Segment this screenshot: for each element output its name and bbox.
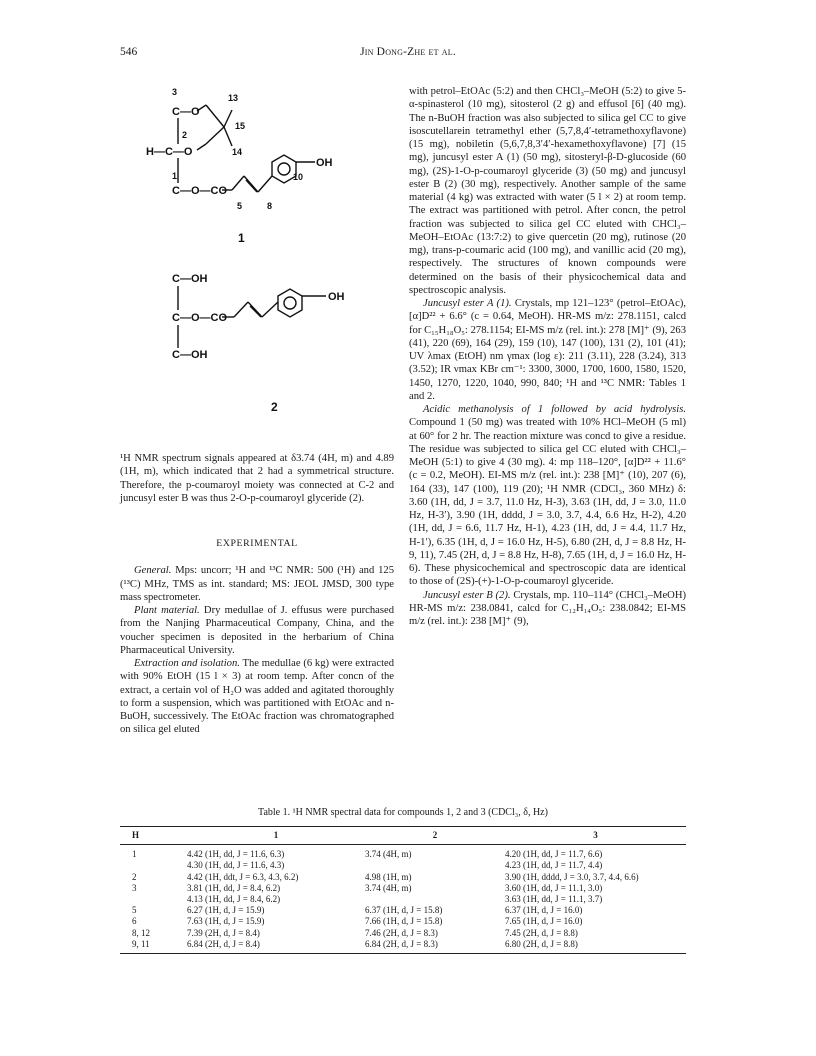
left-column bbox=[120, 452, 394, 737]
running-head: Jin Dong-Zhe et al. bbox=[360, 46, 456, 58]
section-heading-experimental: EXPERIMENTAL bbox=[216, 538, 298, 549]
table-row bbox=[120, 845, 686, 861]
table-cell: 3.63 (1H, dd, J = 11.1, 3.7) bbox=[505, 894, 603, 905]
paragraph-methanolysis bbox=[409, 403, 686, 589]
table-cell: 7.63 (1H, d, J = 15.9) bbox=[187, 916, 265, 927]
structure-compound-1 bbox=[120, 82, 400, 297]
table-row bbox=[120, 883, 686, 894]
table-cell: 6.84 (2H, d, J = 8.3) bbox=[365, 939, 505, 954]
structure-compound-2 bbox=[120, 272, 400, 422]
table-cell: 3.74 (4H, m) bbox=[365, 882, 412, 893]
paragraph-juncusyl-ester-b bbox=[409, 589, 686, 629]
paragraph-body: Crystals, mp 121–123° (petrol–EtOAc), [α]D²² + 6.6° (c = 0.64, MeOH). HR-MS m/z: 278.1151, calcd for C₁₅H₁₈O₅: 278.1154; EI-MS m/z (rel. int.): 278 [M]⁺ (9), 263 (41), 220 (69), 164 (29), 159 (10), 147 (100), 131 (2), 101 (41); UV λmax (EtOH) nm γmax (log ε): 211 (3.11), 228 (3.24), 313 (3.52); IR νmax KBr cm⁻¹: 3300, 3000, 1700, 1600, 1580, 1520, 1450, 1270, 1220, 1040, 990, 840; ¹H and ¹³C NMR: Tables 1 and 2. bbox=[409, 298, 686, 402]
table-cell: 6.80 (2H, d, J = 8.8) bbox=[505, 939, 686, 954]
compound-label-1: 1 bbox=[238, 231, 245, 245]
right-column bbox=[409, 85, 686, 628]
paragraph-juncusyl-ester-a bbox=[409, 297, 686, 403]
table-cell: 3.74 (4H, m) bbox=[365, 849, 412, 860]
atom-label-14: 14 bbox=[232, 147, 243, 157]
paragraph-general bbox=[120, 564, 394, 604]
atom-label-1: 1 bbox=[172, 171, 178, 181]
row-top: C—OH bbox=[172, 273, 208, 285]
paragraph-plant-material bbox=[120, 604, 394, 657]
table-cell: 4.98 (1H, m) bbox=[365, 871, 412, 882]
paragraph-lead: Juncusyl ester B (2). bbox=[423, 589, 511, 601]
table-cell bbox=[365, 894, 505, 905]
paragraph-extraction bbox=[120, 657, 394, 737]
table-cell: 7.65 (1H, d, J = 16.0) bbox=[505, 916, 583, 927]
table-cell: 4.42 (1H, dd, J = 11.6, 6.3) bbox=[187, 849, 285, 860]
column-header: 3 bbox=[505, 827, 686, 845]
paragraph-lead: Juncusyl ester A (1). bbox=[423, 298, 512, 309]
table-cell: 3.81 (1H, dd, J = 8.4, 6.2) bbox=[187, 882, 281, 893]
paragraph-body: The medullae (6 kg) were extracted with 90% EtOH (15 l × 3) at room temp. After concn of the extract, a certain vol of H₂O was added and agitated thoroughly to form a suspension, which was partitioned with EtOAc and n-BuOH, successively. The EtOAc fraction was chromatographed on silica gel eluted bbox=[120, 658, 395, 736]
table-cell: 4.30 (1H, dd, J = 11.6, 4.3) bbox=[187, 860, 285, 871]
table-cell: 4.13 (1H, dd, J = 8.4, 6.2) bbox=[187, 894, 281, 905]
paragraph-lead: General. bbox=[134, 565, 172, 577]
table-cell: 6 bbox=[132, 916, 137, 927]
page-number: 546 bbox=[120, 46, 138, 58]
table-cell: 6.37 (1H, d, J = 15.8) bbox=[365, 905, 443, 916]
table-cell: 6.84 (2H, d, J = 8.4) bbox=[187, 939, 365, 954]
table-cell: 5 bbox=[132, 905, 137, 916]
atom-label-13: 13 bbox=[228, 93, 239, 103]
paragraph-body: Compound 1 (50 mg) was treated with 10% HCl–MeOH (5 ml) at 60° for 2 hr. The reaction mixture was concd to give a residue. The residue was subjected to silica gel CC eluted with CHCl₃–MeOH (5:1) to give 4 (30 mg). 4: mp 118–120°, [α]D²² + 11.6° (c = 0.2, MeOH). EI-MS m/z (rel. int.): 238 [M]⁺ (10), 207 (6), 164 (33), 147 (100), 119 (20); ¹H NMR (CDCl₃, 360 MHz) δ: 3.60 (1H, dd, J = 3.7, 11.0 Hz, H-3), 3.63 (1H, dd, J = 3.0, 11.0 Hz, H-3′), 3.90 (1H, dddd, J = 3.0, 3.7, 4.4, 6.6 Hz, H-2), 4.20 (1H, dd, J = 6.6, 11.7 Hz, H-1), 4.23 (1H, dd, J = 4.4, 11.7 Hz, H-1′), 6.35 (1H, d, J = 16.0 Hz, H-5), 6.80 (2H, d, J = 8.8 Hz, H-9, 11), 7.45 (2H, d, J = 8.8 Hz, H-8), 7.65 (1H, d, J = 16.0 Hz, H-6). These physicochemical and spectroscopic data are identical to those of (2S)-(+)-1-O-p-coumaroyl glyceride. bbox=[409, 417, 686, 588]
table-cell: 3.60 (1H, dd, J = 11.1, 3.0) bbox=[505, 882, 603, 893]
row-c2: H—C—O bbox=[146, 146, 193, 158]
table-cell: 1 bbox=[132, 849, 137, 860]
row-bottom: C—OH bbox=[172, 349, 208, 361]
table-cell: 7.66 (1H, d, J = 15.8) bbox=[365, 916, 443, 927]
column-header: H bbox=[120, 827, 187, 845]
table-cell: 7.45 (2H, d, J = 8.8) bbox=[505, 927, 578, 938]
paragraph-body: Crystals, mp. 110–114° (CHCl₃–MeOH) HR-MS m/z: 238.0841, calcd for C₁₂H₁₄O₅: 238.0842; EI-MS m/z (rel. int.): 238 [M]⁺ (9), bbox=[409, 589, 687, 627]
row-c1: C—O—CO bbox=[172, 185, 227, 197]
table-cell: 3.90 (1H, dddd, J = 3.0, 3.7, 4.4, 6.6) bbox=[505, 871, 639, 882]
paragraph-body: Mps: uncorr; ¹H and ¹³C NMR: 500 (¹H) and 125 (¹³C) MHz, TMS as int. standard; MS: JEOL JMSD, 300 type mass spectrometer. bbox=[120, 565, 394, 603]
table-cell: 9, 11 bbox=[120, 939, 187, 954]
atom-label-8: 8 bbox=[267, 201, 273, 211]
hydroxyl-label: OH bbox=[316, 157, 333, 169]
paragraph-body: Dry medullae of J. effusus were purchased from the Nanjing Pharmaceutical Company, China, and the voucher specimen is deposited in the herbarium of China Pharmaceutical University. bbox=[120, 605, 394, 656]
table-cell: 7.39 (2H, d, J = 8.4) bbox=[187, 927, 260, 938]
paragraph-lead: Plant material. bbox=[134, 605, 200, 616]
atom-label-15: 15 bbox=[235, 121, 246, 131]
atom-label-3: 3 bbox=[172, 87, 178, 97]
table-cell: 6.27 (1H, d, J = 15.9) bbox=[187, 905, 265, 916]
column-header: 2 bbox=[365, 827, 505, 845]
table-cell: 4.42 (1H, ddt, J = 6.3, 4.3, 6.2) bbox=[187, 871, 299, 882]
table-header-row bbox=[120, 827, 686, 845]
table-cell bbox=[120, 894, 187, 905]
table-row bbox=[120, 916, 686, 927]
table-cell: 7.46 (2H, d, J = 8.3) bbox=[365, 927, 438, 938]
table-row bbox=[120, 928, 686, 939]
table-cell: 3 bbox=[132, 882, 137, 893]
table-caption: Table 1. ¹H NMR spectral data for compounds 1, 2 and 3 (CDCl₃, δ, Hz) bbox=[258, 807, 548, 818]
paragraph: ¹H NMR spectrum signals appeared at δ3.74 (4H, m) and 4.89 (1H, m), which indicated that 2 had a symmetrical structure. Therefore, the p-coumaroyl moiety was connected at C-2 and juncusyl ester B was thus 2-O-p-coumaroyl glyceride (2). bbox=[120, 453, 394, 504]
table-cell: 8, 12 bbox=[132, 927, 150, 938]
row-mid: C—O—CO bbox=[172, 312, 227, 324]
table-cell: 2 bbox=[132, 871, 137, 882]
hydroxyl-label: OH bbox=[328, 291, 345, 303]
table-row bbox=[120, 939, 686, 954]
paragraph: with petrol–EtOAc (5:2) and then CHCl₃–MeOH (5:2) to give 5-α-spinasterol (10 mg), sitosterol (2 g) and effusol [6] (40 mg). The n-BuOH fraction was also subjected to silica gel CC to give isoscutellarein tetramethyl ether (5,7,8,4′-tetramethoxyflavone) (15 mg), nobiletin (5,6,7,8,3′4′-hexamethoxyflavone) [7] (15 mg), juncusyl ester A (1) (50 mg), sitosteryl-β-D-glucoside (60 mg), (2S)-1-O-p-coumaroyl glyceride (3) (50 mg) and juncusyl ester B (2) (30 mg), respectively. Another sample of the same material (4 kg) was extracted with water (5 l × 2) at room temp. The extract was partitioned with petrol. After concn, the petrol fraction was subjected to silica gel CC eluted with CHCl₃–MeOH–EtOAc (13:7:2) to give quercetin (20 mg), rutinose (20 mg), trans-p-coumaric acid (100 mg), and vanillic acid (20 mg), respectively. The structures of known compounds were determined on the basis of their physicochemical data and spectroscopic analysis. bbox=[409, 86, 686, 296]
table-row bbox=[120, 905, 686, 916]
table-row bbox=[120, 872, 686, 883]
table-row bbox=[120, 860, 686, 871]
table-cell: 4.23 (1H, dd, J = 11.7, 4.4) bbox=[505, 860, 603, 871]
table-cell: 4.20 (1H, dd, J = 11.7, 6.6) bbox=[505, 849, 603, 860]
paragraph-lead: Extraction and isolation. bbox=[134, 658, 240, 669]
nmr-table bbox=[120, 826, 686, 954]
atom-label-10: 10 bbox=[293, 172, 304, 182]
row-c3: C—O bbox=[172, 106, 200, 118]
compound-label-2: 2 bbox=[271, 400, 278, 414]
table-row bbox=[120, 894, 686, 905]
atom-label-5: 5 bbox=[237, 201, 243, 211]
paragraph-lead: Acidic methanolysis of 1 followed by acid hydrolysis. bbox=[423, 404, 686, 415]
atom-label-2: 2 bbox=[182, 130, 188, 140]
table-cell bbox=[365, 860, 505, 871]
table-cell: 6.37 (1H, d, J = 16.0) bbox=[505, 905, 583, 916]
column-header: 1 bbox=[187, 827, 365, 845]
table-cell bbox=[120, 860, 187, 871]
